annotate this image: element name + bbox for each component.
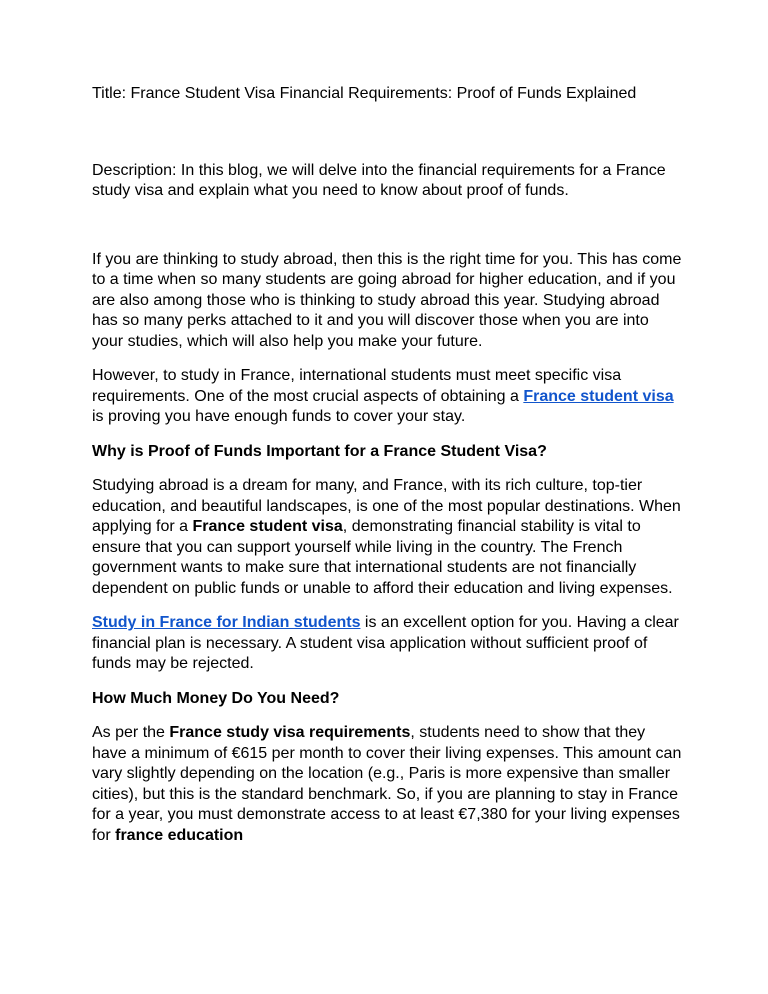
paragraph-text: However, to study in France, international students must meet specific visa requirements. One of the most crucial aspects of obtaining a — [92, 367, 622, 405]
paragraph-text: is an excellent option for you. Having a clear financial plan is necessary. A student visa application without sufficient proof of funds may be rejected. — [92, 614, 679, 672]
section-heading-money-needed: How Much Money Do You Need? — [92, 689, 340, 707]
paragraph-text: , students need to show that they have a minimum of €615 per month to cover their living expenses. This amount can vary slightly depending on the location (e.g., Paris is more expensive than smaller cities), but this is the standard benchmark. So, if you are planning to stay in France for a year, you must demonstrate access to at least €7,380 for your living expenses for — [92, 724, 682, 844]
paragraph-text: is proving you have enough funds to cover your stay. — [92, 408, 466, 425]
study-in-france-link[interactable]: Study in France for Indian students — [92, 614, 361, 631]
paragraph-text: As per the — [92, 724, 170, 741]
visa-requirements-paragraph — [92, 366, 682, 428]
document-title: Title: France Student Visa Financial Requirements: Proof of Funds Explained — [92, 85, 637, 102]
indian-students-paragraph — [92, 613, 682, 675]
bold-text: france education — [115, 826, 244, 844]
bold-text: France study visa requirements — [169, 724, 411, 741]
money-needed-paragraph — [92, 723, 682, 846]
document-description: Description: In this blog, we will delve into the financial requirements for a France study visa and explain what you need to know about proof of funds. — [92, 161, 666, 199]
bold-text: France student visa — [192, 518, 343, 535]
paragraph-text: Studying abroad is a dream for many, and France, with its rich culture, top-tier education, and beautiful landscapes, is one of the most popular destinations. When applying for a — [92, 477, 681, 535]
intro-paragraph: If you are thinking to study abroad, then this is the right time for you. This has come to a time when so many students are going abroad for higher education, and if you are also among those who is thinking to study abroad this year. Studying abroad has so many perks attached to it and you will discover those when you are into your studies, which will also help you make your future. — [92, 250, 682, 350]
france-student-visa-link[interactable]: France student visa — [523, 387, 674, 405]
paragraph-text: , demonstrating financial stability is vital to ensure that you can support yourself while living in the country. The French government wants to make sure that international students are not financially dependent on public funds or unable to afford their education and living expenses. — [92, 518, 673, 597]
document-body — [92, 84, 682, 860]
section-heading-proof-of-funds: Why is Proof of Funds Important for a France Student Visa? — [92, 442, 547, 460]
proof-of-funds-paragraph — [92, 476, 682, 599]
